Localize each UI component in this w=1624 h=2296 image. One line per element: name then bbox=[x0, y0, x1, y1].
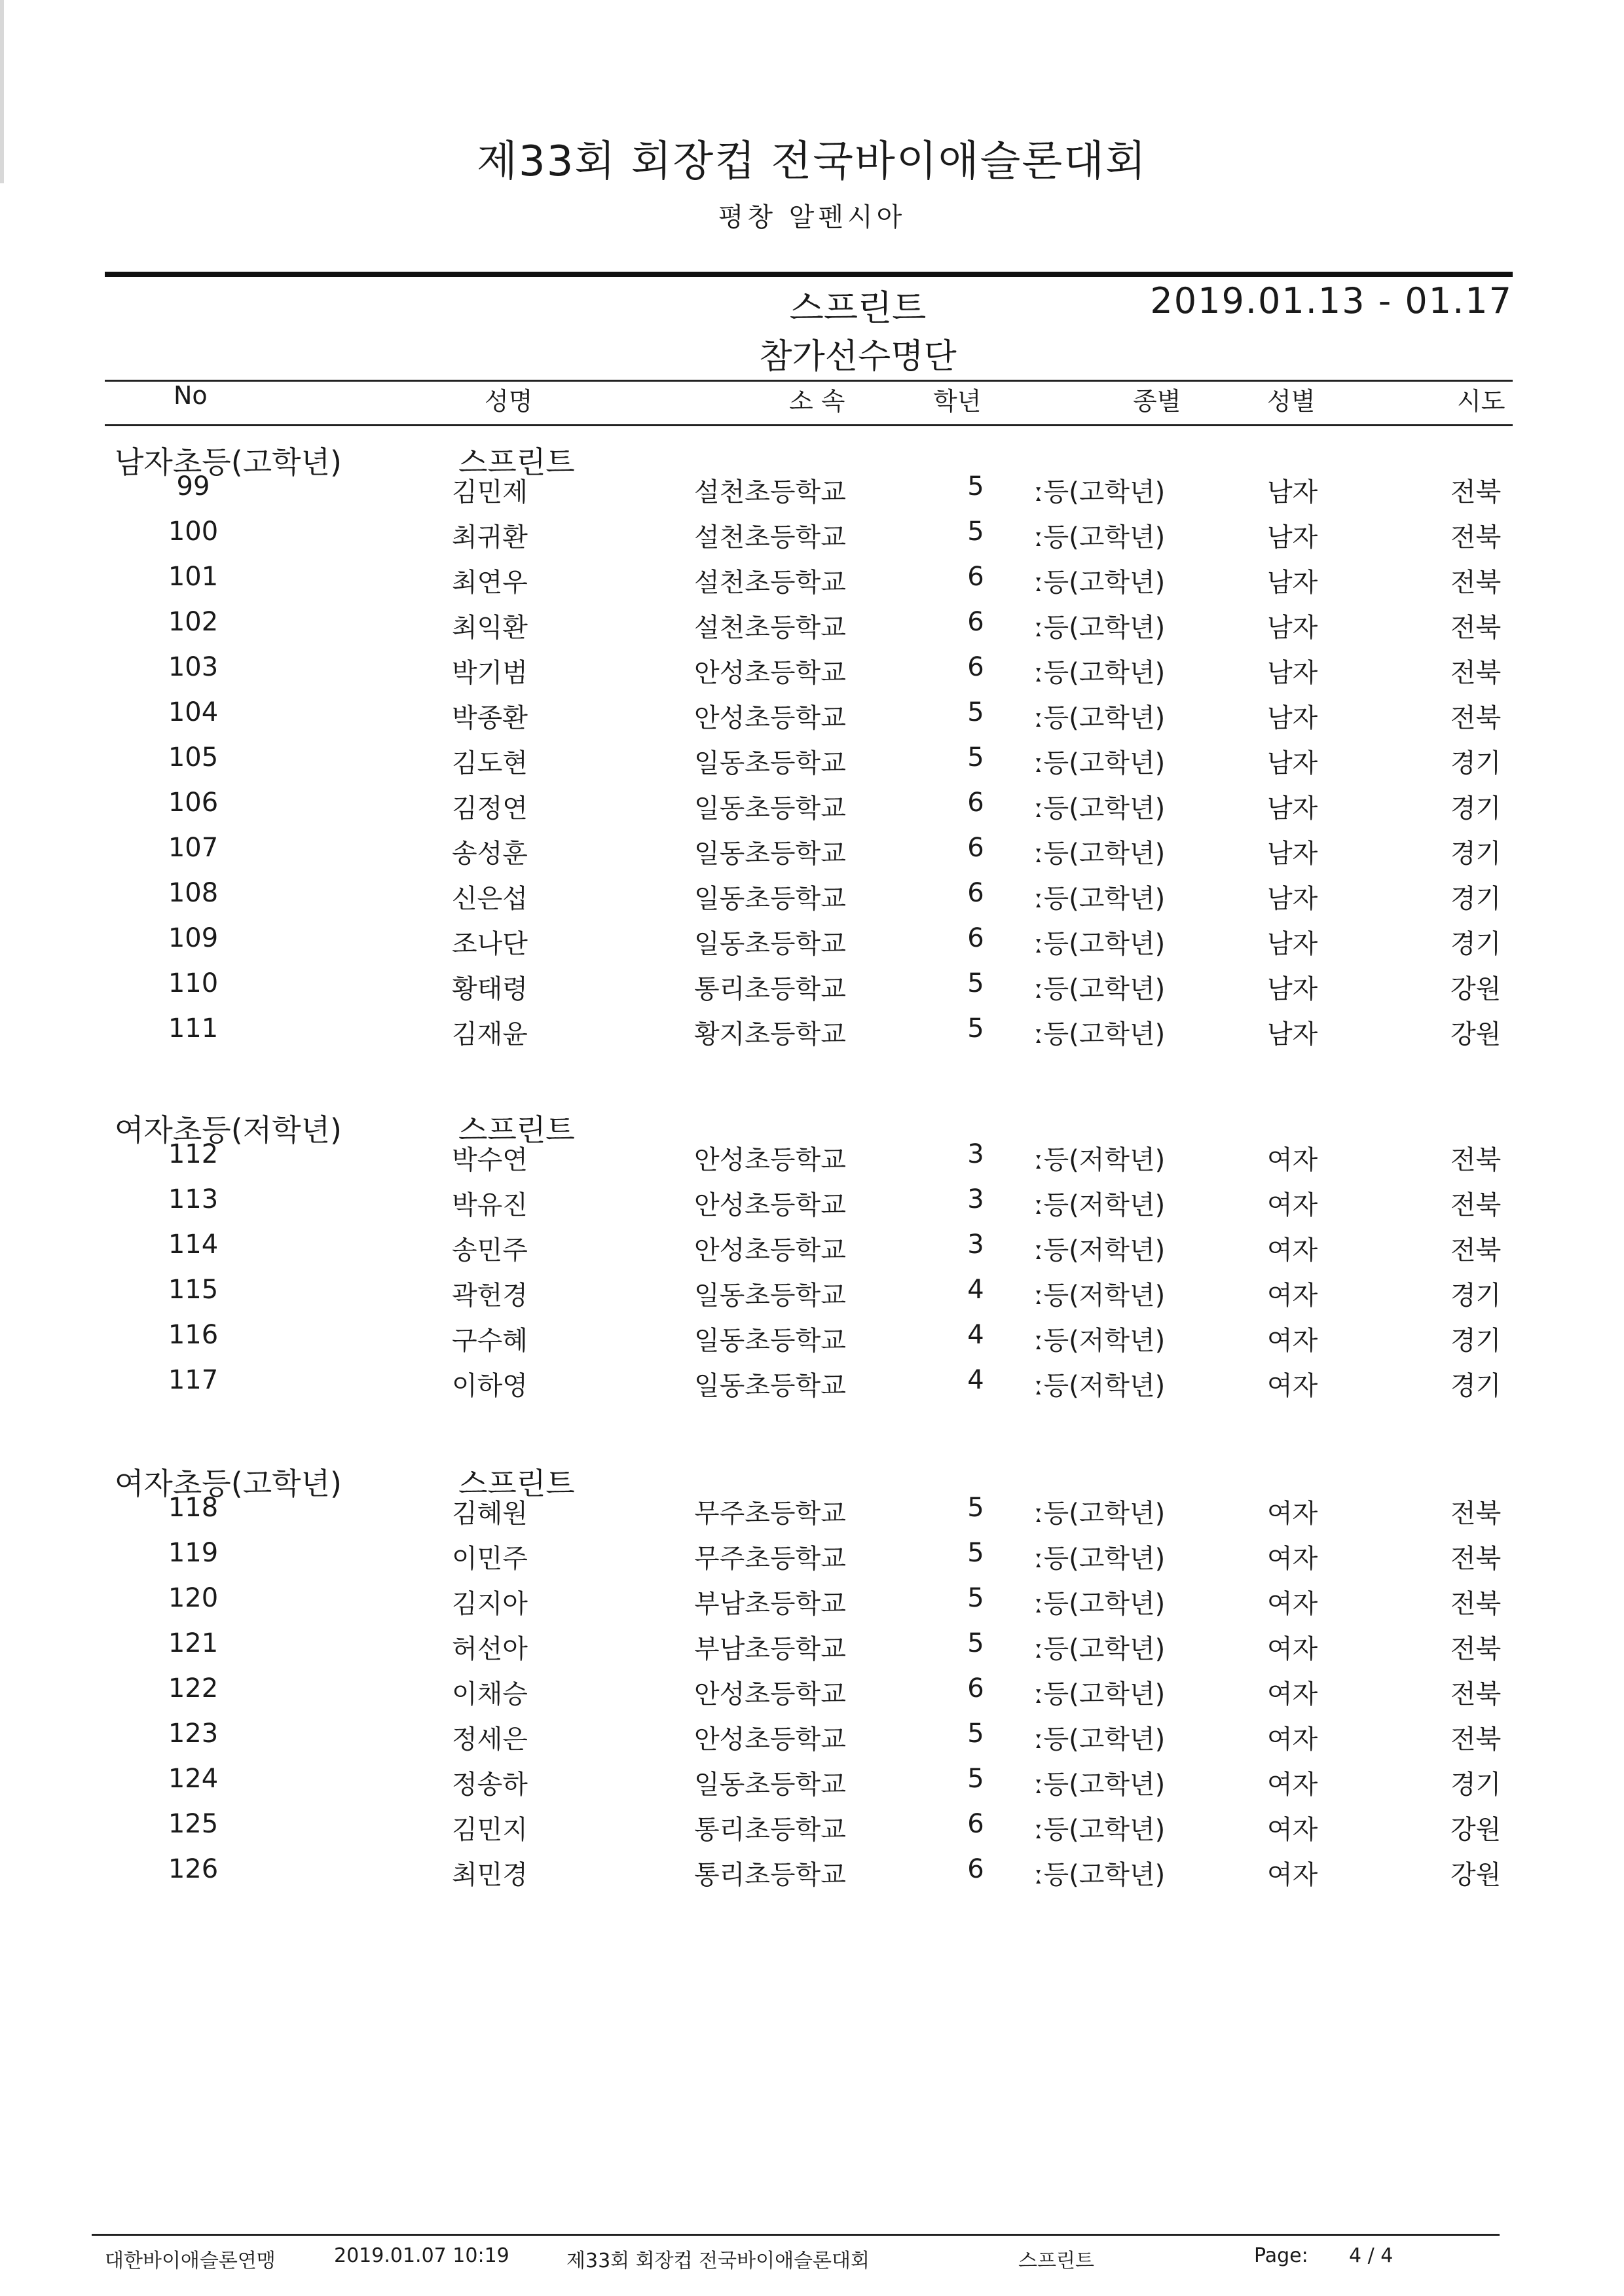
table-row bbox=[0, 1538, 1624, 1577]
cell-grade: 5 bbox=[967, 1719, 984, 1749]
cell-gender: 여자 bbox=[1267, 1770, 1318, 1800]
cell-school: 안성초등학교 bbox=[694, 658, 846, 688]
table-row bbox=[0, 697, 1624, 737]
cell-region: 강원 bbox=[1450, 1860, 1502, 1890]
section-category: 여자초등(고학년) bbox=[115, 1466, 342, 1501]
cell-gender: 남자 bbox=[1267, 929, 1318, 959]
cell-no: 115 bbox=[168, 1275, 219, 1305]
cell-region: 강원 bbox=[1450, 974, 1502, 1004]
cell-grade: 5 bbox=[967, 517, 984, 547]
cell-name: 황태령 bbox=[452, 974, 528, 1004]
cell-grade: 3 bbox=[967, 1184, 984, 1214]
table-row bbox=[0, 1628, 1624, 1667]
cell-school: 안성초등학교 bbox=[694, 1145, 846, 1175]
cell-name: 허선아 bbox=[452, 1634, 528, 1664]
cell-grade: 6 bbox=[967, 652, 984, 682]
section-event: 스프린트 bbox=[458, 1112, 575, 1148]
cell-school: 설천초등학교 bbox=[694, 477, 846, 507]
cell-region: 전북 bbox=[1450, 568, 1502, 598]
cell-school: 일동초등학교 bbox=[694, 839, 846, 869]
cell-gender: 남자 bbox=[1267, 477, 1318, 507]
cell-no: 125 bbox=[168, 1809, 219, 1839]
cell-school: 안성초등학교 bbox=[694, 1190, 846, 1220]
cell-no: 101 bbox=[168, 562, 219, 592]
cell-class: ː등(고학년) bbox=[1035, 568, 1166, 598]
cell-name: 김민지 bbox=[452, 1815, 528, 1845]
cell-grade: 5 bbox=[967, 1583, 984, 1613]
table-row bbox=[0, 1184, 1624, 1224]
column-header-name: 성명 bbox=[485, 387, 533, 416]
cell-school: 안성초등학교 bbox=[694, 1679, 846, 1709]
cell-grade: 6 bbox=[967, 878, 984, 908]
cell-class: ː등(고학년) bbox=[1035, 1634, 1166, 1664]
table-row bbox=[0, 1139, 1624, 1178]
cell-no: 100 bbox=[168, 517, 219, 547]
page-footer bbox=[0, 2244, 1624, 2277]
cell-name: 김민제 bbox=[452, 477, 528, 507]
cell-region: 경기 bbox=[1450, 1326, 1502, 1356]
cell-school: 안성초등학교 bbox=[694, 1724, 846, 1755]
cell-name: 구수혜 bbox=[452, 1326, 528, 1356]
cell-gender: 남자 bbox=[1267, 568, 1318, 598]
cell-school: 부남초등학교 bbox=[694, 1589, 846, 1619]
cell-region: 경기 bbox=[1450, 929, 1502, 959]
cell-gender: 여자 bbox=[1267, 1544, 1318, 1574]
cell-class: ː등(저학년) bbox=[1035, 1371, 1166, 1401]
cell-no: 123 bbox=[168, 1719, 219, 1749]
column-header-region: 시도 bbox=[1457, 387, 1505, 416]
cell-school: 무주초등학교 bbox=[694, 1544, 846, 1574]
cell-region: 전북 bbox=[1450, 658, 1502, 688]
table-row bbox=[0, 1320, 1624, 1359]
cell-gender: 여자 bbox=[1267, 1589, 1318, 1619]
table-row bbox=[0, 742, 1624, 782]
table-row bbox=[0, 1230, 1624, 1269]
table-row bbox=[0, 1275, 1624, 1314]
cell-region: 전북 bbox=[1450, 1589, 1502, 1619]
cell-class: ː등(저학년) bbox=[1035, 1281, 1166, 1311]
cell-name: 김정연 bbox=[452, 793, 528, 824]
footer-page-label: Page: bbox=[1254, 2244, 1308, 2267]
column-header-row bbox=[0, 381, 1624, 420]
cell-name: 김재윤 bbox=[452, 1019, 528, 1049]
cell-no: 105 bbox=[168, 742, 219, 773]
table-row bbox=[0, 833, 1624, 872]
cell-gender: 여자 bbox=[1267, 1679, 1318, 1709]
cell-no: 108 bbox=[168, 878, 219, 908]
column-header-school: 소 속 bbox=[789, 387, 845, 416]
section-category: 여자초등(저학년) bbox=[115, 1112, 342, 1148]
cell-name: 최익환 bbox=[452, 613, 528, 643]
cell-grade: 5 bbox=[967, 1628, 984, 1658]
cell-name: 최민경 bbox=[452, 1860, 528, 1890]
cell-class: ː등(저학년) bbox=[1035, 1145, 1166, 1175]
cell-grade: 3 bbox=[967, 1230, 984, 1260]
cell-school: 일동초등학교 bbox=[694, 793, 846, 824]
table-row bbox=[0, 1854, 1624, 1893]
footer-title: 제33회 회장컵 전국바이애슬론대회 bbox=[566, 2250, 870, 2272]
table-row bbox=[0, 1764, 1624, 1803]
cell-region: 경기 bbox=[1450, 884, 1502, 914]
table-row bbox=[0, 1583, 1624, 1622]
table-row bbox=[0, 878, 1624, 917]
cell-class: ː등(고학년) bbox=[1035, 1589, 1166, 1619]
cell-gender: 여자 bbox=[1267, 1371, 1318, 1401]
section-event: 스프린트 bbox=[458, 445, 575, 480]
cell-class: ː등(고학년) bbox=[1035, 1770, 1166, 1800]
cell-grade: 4 bbox=[967, 1320, 984, 1350]
cell-class: ː등(고학년) bbox=[1035, 658, 1166, 688]
cell-class: ː등(고학년) bbox=[1035, 1499, 1166, 1529]
cell-gender: 여자 bbox=[1267, 1634, 1318, 1664]
cell-grade: 6 bbox=[967, 607, 984, 637]
cell-name: 박유진 bbox=[452, 1190, 528, 1220]
cell-name: 신은섭 bbox=[452, 884, 528, 914]
column-header-grade: 학년 bbox=[933, 387, 982, 416]
cell-gender: 남자 bbox=[1267, 748, 1318, 778]
cell-region: 경기 bbox=[1450, 748, 1502, 778]
cell-grade: 6 bbox=[967, 562, 984, 592]
cell-gender: 여자 bbox=[1267, 1815, 1318, 1845]
cell-class: ː등(저학년) bbox=[1035, 1235, 1166, 1266]
cell-no: 120 bbox=[168, 1583, 219, 1613]
cell-gender: 여자 bbox=[1267, 1281, 1318, 1311]
table-row bbox=[0, 652, 1624, 691]
cell-name: 이채승 bbox=[452, 1679, 528, 1709]
cell-name: 송성훈 bbox=[452, 839, 528, 869]
cell-grade: 6 bbox=[967, 833, 984, 863]
table-row bbox=[0, 1013, 1624, 1053]
cell-region: 전북 bbox=[1450, 1499, 1502, 1529]
cell-region: 경기 bbox=[1450, 1281, 1502, 1311]
cell-region: 전북 bbox=[1450, 1679, 1502, 1709]
cell-gender: 남자 bbox=[1267, 613, 1318, 643]
footer-org: 대한바이애슬론연맹 bbox=[105, 2250, 276, 2272]
roster-section bbox=[0, 1460, 1624, 1899]
cell-school: 설천초등학교 bbox=[694, 613, 846, 643]
cell-region: 전북 bbox=[1450, 1634, 1502, 1664]
cell-school: 안성초등학교 bbox=[694, 703, 846, 733]
cell-gender: 남자 bbox=[1267, 658, 1318, 688]
cell-no: 124 bbox=[168, 1764, 219, 1794]
cell-region: 강원 bbox=[1450, 1019, 1502, 1049]
cell-class: ː등(고학년) bbox=[1035, 613, 1166, 643]
cell-region: 경기 bbox=[1450, 1770, 1502, 1800]
cell-name: 박종환 bbox=[452, 703, 528, 733]
cell-region: 전북 bbox=[1450, 522, 1502, 553]
roster-section bbox=[0, 1106, 1624, 1410]
cell-region: 전북 bbox=[1450, 1724, 1502, 1755]
cell-grade: 5 bbox=[967, 697, 984, 727]
cell-no: 113 bbox=[168, 1184, 219, 1214]
cell-no: 109 bbox=[168, 923, 219, 953]
cell-grade: 5 bbox=[967, 471, 984, 501]
table-row bbox=[0, 1493, 1624, 1532]
cell-school: 통리초등학교 bbox=[694, 1815, 846, 1845]
cell-name: 곽헌경 bbox=[452, 1281, 528, 1311]
cell-gender: 여자 bbox=[1267, 1145, 1318, 1175]
header-bottom-rule bbox=[105, 424, 1513, 426]
cell-grade: 6 bbox=[967, 923, 984, 953]
column-header-class: 종별 bbox=[1133, 387, 1181, 416]
cell-no: 102 bbox=[168, 607, 219, 637]
cell-no: 126 bbox=[168, 1854, 219, 1884]
table-row bbox=[0, 562, 1624, 601]
cell-region: 전북 bbox=[1450, 477, 1502, 507]
document-title: 제33회 회장컵 전국바이애슬론대회 bbox=[477, 137, 1147, 186]
cell-school: 일동초등학교 bbox=[694, 1371, 846, 1401]
footer-rule bbox=[92, 2234, 1500, 2236]
cell-region: 강원 bbox=[1450, 1815, 1502, 1845]
cell-class: ː등(고학년) bbox=[1035, 1544, 1166, 1574]
section-category: 남자초등(고학년) bbox=[115, 445, 342, 480]
cell-class: ː등(저학년) bbox=[1035, 1326, 1166, 1356]
cell-school: 무주초등학교 bbox=[694, 1499, 846, 1529]
document-subtitle: 참가선수명단 bbox=[759, 337, 957, 376]
cell-class: ː등(고학년) bbox=[1035, 522, 1166, 553]
table-row bbox=[0, 1809, 1624, 1848]
cell-class: ː등(고학년) bbox=[1035, 839, 1166, 869]
cell-no: 121 bbox=[168, 1628, 219, 1658]
cell-name: 송민주 bbox=[452, 1235, 528, 1266]
cell-no: 111 bbox=[168, 1013, 219, 1044]
table-row bbox=[0, 1365, 1624, 1404]
cell-region: 경기 bbox=[1450, 839, 1502, 869]
cell-gender: 남자 bbox=[1267, 839, 1318, 869]
cell-class: ː등(고학년) bbox=[1035, 1019, 1166, 1049]
footer-event: 스프린트 bbox=[1018, 2250, 1094, 2272]
cell-school: 일동초등학교 bbox=[694, 1770, 846, 1800]
cell-gender: 여자 bbox=[1267, 1724, 1318, 1755]
cell-gender: 여자 bbox=[1267, 1190, 1318, 1220]
cell-grade: 5 bbox=[967, 1013, 984, 1044]
cell-gender: 여자 bbox=[1267, 1326, 1318, 1356]
cell-name: 정송하 bbox=[452, 1770, 528, 1800]
cell-school: 부남초등학교 bbox=[694, 1634, 846, 1664]
cell-name: 김지아 bbox=[452, 1589, 528, 1619]
cell-school: 일동초등학교 bbox=[694, 884, 846, 914]
cell-class: ː등(고학년) bbox=[1035, 884, 1166, 914]
cell-school: 일동초등학교 bbox=[694, 748, 846, 778]
cell-gender: 남자 bbox=[1267, 974, 1318, 1004]
cell-grade: 6 bbox=[967, 1673, 984, 1704]
top-rule bbox=[105, 272, 1513, 277]
cell-school: 안성초등학교 bbox=[694, 1235, 846, 1266]
cell-no: 117 bbox=[168, 1365, 219, 1395]
cell-region: 경기 bbox=[1450, 793, 1502, 824]
cell-gender: 여자 bbox=[1267, 1860, 1318, 1890]
cell-gender: 남자 bbox=[1267, 703, 1318, 733]
cell-school: 황지초등학교 bbox=[694, 1019, 846, 1049]
table-row bbox=[0, 923, 1624, 962]
cell-name: 박기범 bbox=[452, 658, 528, 688]
cell-name: 정세은 bbox=[452, 1724, 528, 1755]
cell-grade: 5 bbox=[967, 1764, 984, 1794]
cell-no: 107 bbox=[168, 833, 219, 863]
cell-name: 이하영 bbox=[452, 1371, 528, 1401]
cell-class: ː등(고학년) bbox=[1035, 748, 1166, 778]
footer-page-value: 4 / 4 bbox=[1349, 2244, 1393, 2267]
cell-class: ː등(저학년) bbox=[1035, 1190, 1166, 1220]
cell-name: 조나단 bbox=[452, 929, 528, 959]
cell-no: 114 bbox=[168, 1230, 219, 1260]
cell-class: ː등(고학년) bbox=[1035, 974, 1166, 1004]
cell-school: 일동초등학교 bbox=[694, 1281, 846, 1311]
cell-gender: 여자 bbox=[1267, 1499, 1318, 1529]
section-event: 스프린트 bbox=[458, 1466, 575, 1501]
cell-gender: 남자 bbox=[1267, 1019, 1318, 1049]
cell-class: ː등(고학년) bbox=[1035, 703, 1166, 733]
cell-grade: 3 bbox=[967, 1139, 984, 1169]
cell-no: 104 bbox=[168, 697, 219, 727]
event-dates: 2019.01.13 - 01.17 bbox=[1150, 280, 1513, 321]
cell-region: 전북 bbox=[1450, 1235, 1502, 1266]
cell-class: ː등(고학년) bbox=[1035, 1724, 1166, 1755]
cell-school: 일동초등학교 bbox=[694, 1326, 846, 1356]
cell-region: 전북 bbox=[1450, 1190, 1502, 1220]
cell-grade: 5 bbox=[967, 1493, 984, 1523]
footer-printed: 2019.01.07 10:19 bbox=[334, 2244, 509, 2267]
cell-no: 106 bbox=[168, 788, 219, 818]
cell-grade: 4 bbox=[967, 1365, 984, 1395]
table-row bbox=[0, 1673, 1624, 1713]
cell-school: 통리초등학교 bbox=[694, 1860, 846, 1890]
cell-region: 전북 bbox=[1450, 613, 1502, 643]
cell-gender: 남자 bbox=[1267, 522, 1318, 553]
cell-region: 전북 bbox=[1450, 1544, 1502, 1574]
cell-name: 최귀환 bbox=[452, 522, 528, 553]
table-row bbox=[0, 1719, 1624, 1758]
cell-school: 일동초등학교 bbox=[694, 929, 846, 959]
cell-no: 112 bbox=[168, 1139, 219, 1169]
cell-grade: 5 bbox=[967, 968, 984, 998]
cell-no: 122 bbox=[168, 1673, 219, 1704]
cell-grade: 5 bbox=[967, 742, 984, 773]
cell-name: 이민주 bbox=[452, 1544, 528, 1574]
cell-no: 118 bbox=[168, 1493, 219, 1523]
cell-name: 박수연 bbox=[452, 1145, 528, 1175]
cell-school: 통리초등학교 bbox=[694, 974, 846, 1004]
table-row bbox=[0, 517, 1624, 556]
cell-no: 99 bbox=[176, 471, 210, 501]
cell-region: 경기 bbox=[1450, 1371, 1502, 1401]
cell-no: 116 bbox=[168, 1320, 219, 1350]
cell-grade: 6 bbox=[967, 1854, 984, 1884]
table-row bbox=[0, 471, 1624, 511]
cell-class: ː등(고학년) bbox=[1035, 929, 1166, 959]
cell-name: 김도현 bbox=[452, 748, 528, 778]
cell-region: 전북 bbox=[1450, 1145, 1502, 1175]
table-row bbox=[0, 607, 1624, 646]
cell-grade: 5 bbox=[967, 1538, 984, 1568]
cell-name: 최연우 bbox=[452, 568, 528, 598]
cell-no: 110 bbox=[168, 968, 219, 998]
cell-region: 전북 bbox=[1450, 703, 1502, 733]
cell-grade: 6 bbox=[967, 1809, 984, 1839]
table-row bbox=[0, 788, 1624, 827]
column-header-no: No bbox=[174, 381, 208, 410]
cell-grade: 4 bbox=[967, 1275, 984, 1305]
column-header-gender: 성별 bbox=[1267, 387, 1316, 416]
cell-gender: 여자 bbox=[1267, 1235, 1318, 1266]
cell-class: ː등(고학년) bbox=[1035, 1679, 1166, 1709]
cell-gender: 남자 bbox=[1267, 884, 1318, 914]
document-venue: 평창 알펜시아 bbox=[718, 202, 906, 232]
cell-class: ː등(고학년) bbox=[1035, 793, 1166, 824]
cell-no: 119 bbox=[168, 1538, 219, 1568]
cell-school: 설천초등학교 bbox=[694, 522, 846, 553]
cell-class: ː등(고학년) bbox=[1035, 477, 1166, 507]
cell-name: 김혜원 bbox=[452, 1499, 528, 1529]
cell-class: ː등(고학년) bbox=[1035, 1860, 1166, 1890]
table-row bbox=[0, 968, 1624, 1008]
cell-school: 설천초등학교 bbox=[694, 568, 846, 598]
event-name: 스프린트 bbox=[789, 287, 927, 329]
roster-section bbox=[0, 439, 1624, 1059]
cell-no: 103 bbox=[168, 652, 219, 682]
cell-grade: 6 bbox=[967, 788, 984, 818]
cell-gender: 남자 bbox=[1267, 793, 1318, 824]
cell-class: ː등(고학년) bbox=[1035, 1815, 1166, 1845]
